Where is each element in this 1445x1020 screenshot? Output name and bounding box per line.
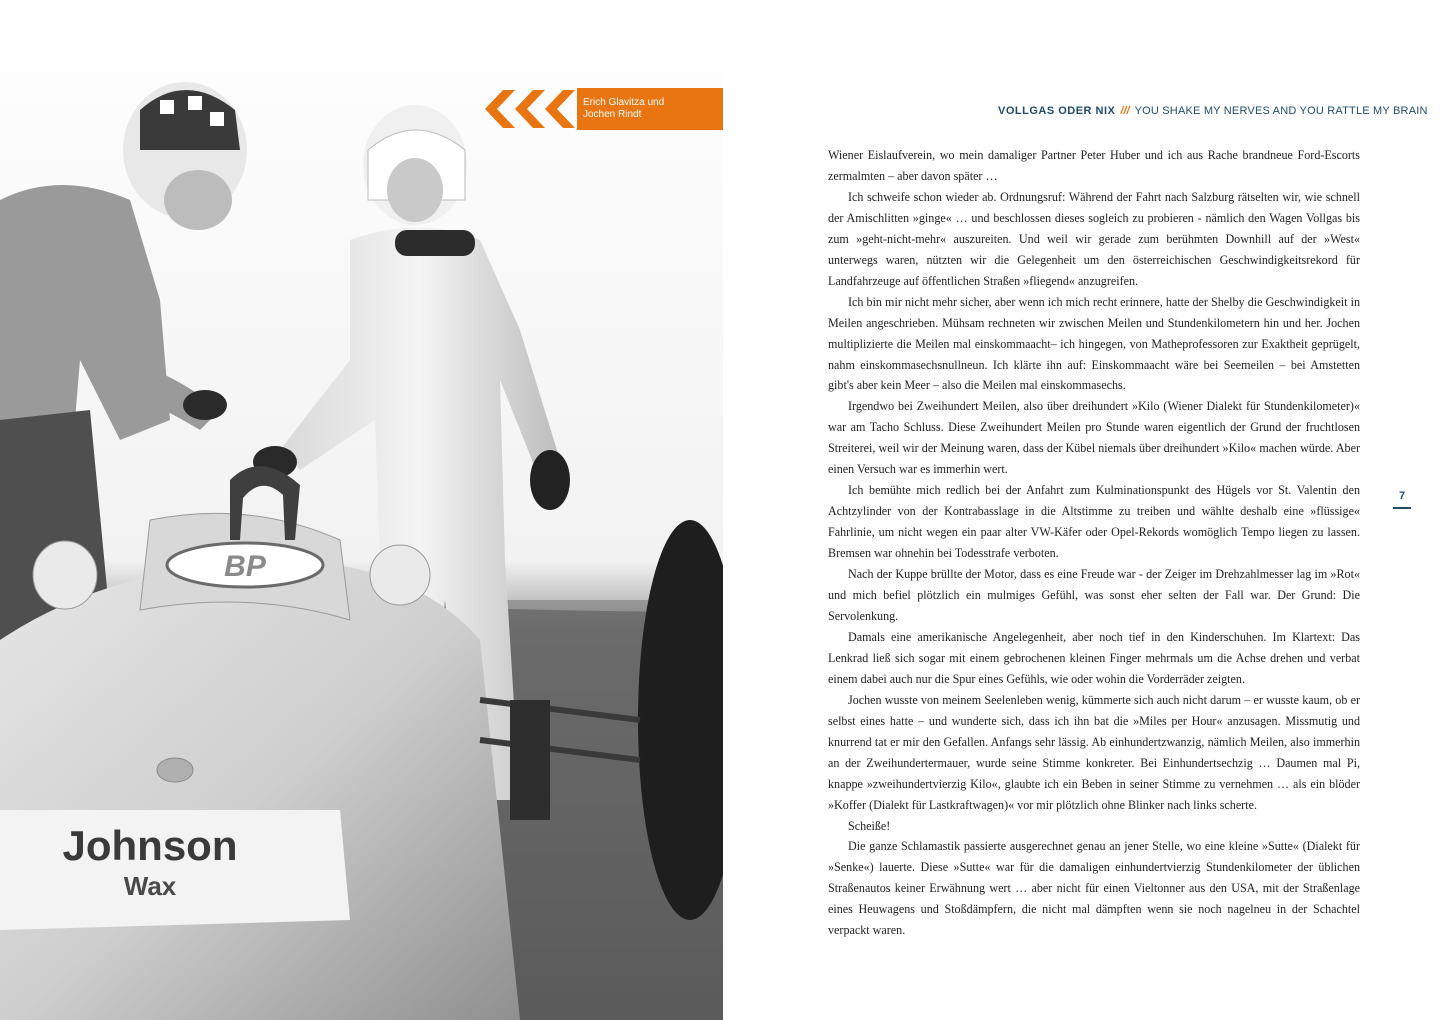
paragraph: Ich schweife schon wieder ab. Ordnungsruf: Während der Fahrt nach Salzburg rätselten wir, wie schnell der Amischlitten »ginge« … und beschlossen dieses sogleich zu probieren - nämlich den Wagen Vollgas bis zum »geht-nicht-mehr« auszureiten. Und weil wir gerade zum berühmten Downhill auf der »West« unterwegs waren, nützten wir die Gelegenheit um den österreichischen Geschwindigkeitsrekord für Landfahrzeuge auf öffentlichen Straßen »fliegend« anzugreifen. [828, 189, 1360, 288]
page-number-rule [1393, 507, 1411, 509]
page-number-marker [1393, 490, 1411, 509]
page-number: 7 [1398, 490, 1406, 502]
photo-caption [481, 88, 723, 130]
paragraph: Ich bemühte mich redlich bei der Anfahrt zum Kulminationspunkt des Hügels vor St. Valentin den Achtzylinder von der Kontrabasslage in die Altstimme zu treiben und wählte deshalb eine »flüssige« Fahrlinie, um nicht wegen ein paar alter VW-Käfer oder Opel-Rekords womöglich Tempo liegen zu lassen. Bremsen war ohnehin bei Todesstrafe verboten. [828, 483, 1360, 561]
paragraph: Wiener Eislaufverein, wo mein damaliger Partner Peter Huber und ich aus Rache brandneue Ford-Escorts zermalmten – aber davon später … [828, 148, 1360, 183]
body-text [828, 145, 1360, 941]
caption-line-2: Jochen Rindt [583, 109, 642, 120]
paragraph: Damals eine amerikanische Angelegenheit, aber noch tief in den Kinderschuhen. Im Klartext: Das Lenkrad ließ sich sogar mit einem gebrochenen kleinen Finger mehrmals um die Achse drehen und verbat einem dabei auch nur die Spur eines Gefühls, wie oder wohin die Vorderräder zeigten. [828, 629, 1360, 686]
running-head-separator: /// [1120, 105, 1130, 117]
paragraph: Die ganze Schlamastik passierte ausgerechnet genau an jener Stelle, wo eine kleine »Sutte« (Dialekt für »Senke«) lauerte. Diese »Sutte« war für die damaligen einhundertvierzig Stundenkilometer der üblichen Straßenautos keiner Erwähnung wert … aber nicht für einen Vieltonner aus den USA, mit der Straßenlage eines Heuwagens und Stoßdämpfern, die nicht mal dämpften wenn sie noch nagelneu in der Schachtel verpackt waren. [828, 839, 1360, 938]
paragraph: Jochen wusste von meinem Seelenleben wenig, kümmerte sich auch nicht darum – er wusste kaum, ob er selbst eines hatte – und wunderte sich, dass ich ihn bat die »Miles per Hour« anzusagen. Missmutig und knurrend tat er mir den Gefallen. Anfangs sehr lässig. Ab einhundertzwanzig, nämlich Meilen, also immerhin an der Zweihundertermauer, wurde seine Stimme konkreter. Bei Einhundertsechzig … Daumen mal Pi, knappe »zweihundertvierzig Kilo«, glaubte ich ein Beben in seiner Stimme zu vernehmen … als ein blöder »Koffer (Dialekt für Lastkraftwagen)« vor mir plötzlich ohne Blinker nach links scherte. [828, 692, 1360, 812]
caption-box [577, 88, 723, 130]
car-bp-logo: BP [224, 550, 266, 583]
paragraph: Irgendwo bei Zweihundert Meilen, also über dreihundert »Kilo (Wiener Dialekt für Stundenkilometer)« war am Tacho Schluss. Diese Zweihundert Meilen pro Stunde waren eigentlich der Grund der fruchtlosen Streiterei, weil wir der Meinung waren, dass der Kübel niemals über dreihundert »Kilo« machen würde. Aber einen Versuch war es immerhin wert. [828, 399, 1360, 477]
running-head [998, 105, 1428, 117]
paragraph: Scheiße! [848, 818, 891, 833]
car-wax-text: Wax [123, 871, 177, 901]
caption-line-1: Erich Glavitza und [583, 97, 665, 108]
running-head-title: YOU SHAKE MY NERVES AND YOU RATTLE MY BRAIN [1134, 105, 1428, 117]
running-head-section: VOLLGAS ODER NIX [998, 105, 1116, 117]
car-johnson-text: Johnson [62, 822, 238, 869]
paragraph: Nach der Kuppe brüllte der Motor, dass es eine Freude war - der Zeiger im Drehzahlmesser lag im »Rot« und mich befiel plötzlich ein mulmiges Gefühl, was sonst eher selten der Fall war. Der Grund: Die Servolenkung. [828, 567, 1360, 623]
paragraph: Ich bin mir nicht mehr sicher, aber wenn ich mich recht erinnere, hatte der Shelby die Geschwindigkeit in Meilen angeschrieben. Mühsam rechneten wir zwischen Meilen und Stundenkilometern hin und her. Jochen multiplizierte die Meilen mal einskommaacht– ich hingegen, von Matheprofessoren zur Exaktheit geprügelt, nahm einskommasechsnullneun. Ich klärte ihn auf: Einskommaacht wäre bei Seemeilen – bei Amstetten gibt's aber kein Meer – also die Meilen mal einskommasechs. [828, 294, 1360, 393]
chevron-arrows-icon [481, 88, 577, 130]
